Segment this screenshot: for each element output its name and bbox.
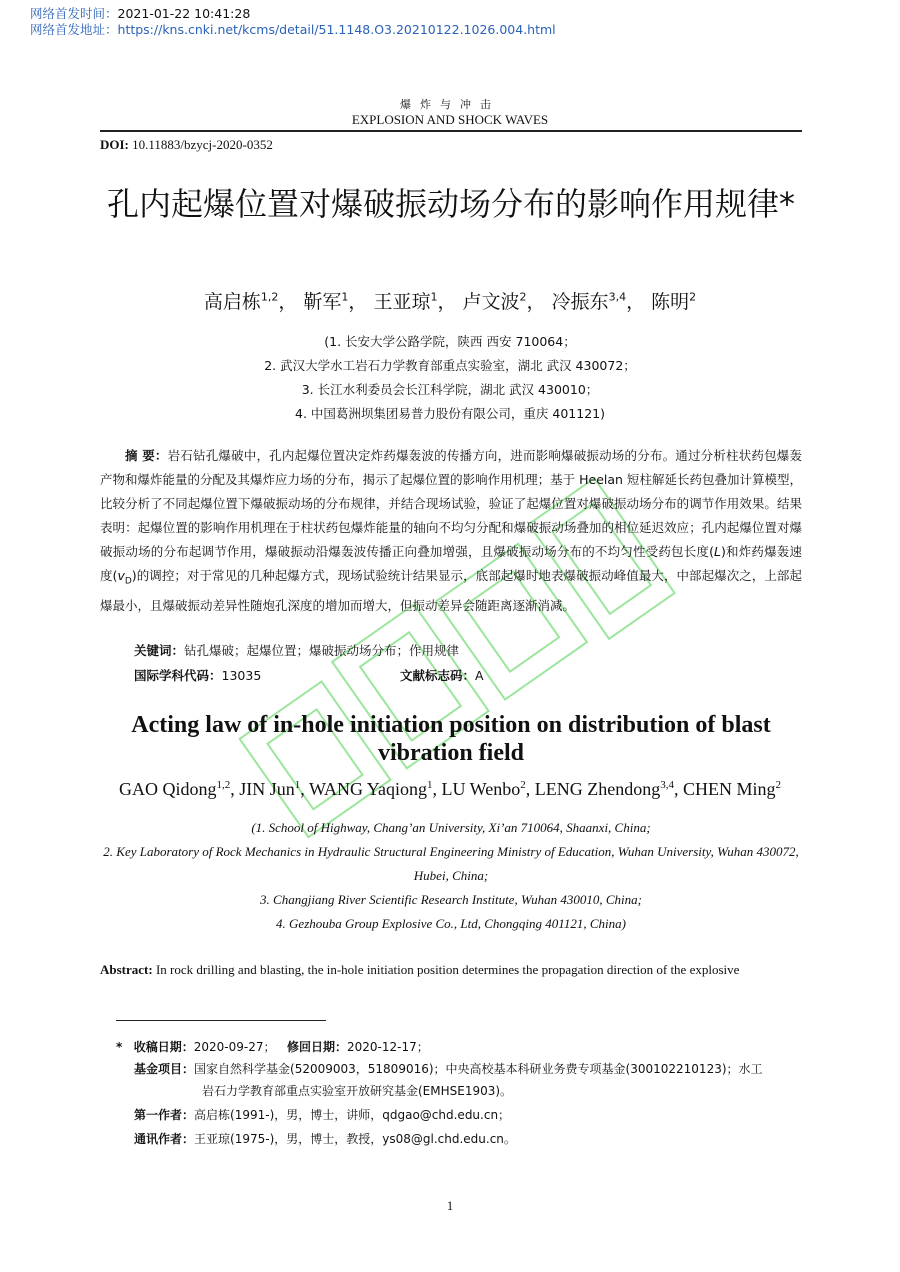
author-en: LU Wenbo [441,779,521,799]
corr-author-value: 王亚琼(1975-)，男，博士，教授，ys08@gl.chd.edu.cn。 [194,1132,516,1146]
author-aff-en: 1 [427,779,433,791]
page-number: 1 [446,1198,454,1213]
class-code-label: 国际学科代码： [134,668,222,683]
author-aff-cn: 1 [341,290,349,304]
author-aff-en: 3,4 [660,779,674,791]
footnote-fund-cont: 岩石力学教育部重点实验室开放研究基金(EMHSE1903)。 [202,1084,513,1098]
author-list-cn: 高启栋$^{1,2}$， 靳军$^1$， 王亚琼$^1$， 卢文波$^2$， 冷振东$^{3,4}$， 陈明$^2$ [203,290,697,313]
author-aff-cn: 3,4 [608,290,627,304]
author-cn: 冷振东 [551,291,609,313]
doc-code-line [400,666,484,684]
affiliation-en: (1. School of Highway, Chang’an University, Xi’an 710064, Shaanxi, China; [251,820,651,835]
paper-title-cn: 孔内起爆位置对爆破振动场分布的影响作用规律* [106,185,795,223]
corr-author-label: 通讯作者： [134,1132,195,1146]
var-length: L [714,544,721,559]
affiliation-en: 4. Gezhouba Group Explosive Co., Ltd, Chongqing 401121, China) [276,916,626,931]
abstract-cn [100,444,802,618]
affiliation-en: 3. Changjiang River Scientific Research Institute, Wuhan 430010, China; [260,892,642,907]
keywords-cn-label: 关键词： [134,643,185,658]
header-rule [100,130,802,132]
author-en: GAO Qidong [119,779,217,799]
author-en: CHEN Ming [682,779,776,799]
author-en: JIN Jun [239,779,295,799]
doc-code-value: A [475,668,484,683]
abstract-en-label: Abstract: [100,962,153,977]
abstract-cn-text-b: )和炸药爆轰速度( [100,544,802,583]
online-first-url-link[interactable]: https://kns.cnki.net/kcms/detail/51.1148.O3.20210122.1026.004.html [117,22,556,37]
revised-value: 2020-12-17； [346,1040,429,1054]
author-en: LENG Zhendong [534,779,661,799]
var-velocity-sub: D [124,576,132,587]
footnote-dates [116,1036,806,1058]
abstract-en [100,961,802,979]
author-en: WANG Yaqiong [308,779,427,799]
online-first-url [30,22,556,38]
journal-name-en: EXPLOSION AND SHOCK WAVES [351,112,549,127]
abstract-cn-text-c: )的调控；对于常见的几种起爆方式，现场试验统计结果显示，底部起爆时地表爆破振动峰值最大，中部起爆次之，上部起爆最小，且爆破振动差异性随炮孔深度的增加而增大，但振动差异会随距离逐渐消减。 [100,568,802,613]
class-code-line [134,666,261,684]
abstract-en-text: In rock drilling and blasting, the in-hole initiation position determines the propagation direction of the explosive [155,962,740,977]
keywords-cn [134,641,459,659]
keywords-cn-value: 钻孔爆破；起爆位置；爆破振动场分布；作用规律 [184,643,460,658]
author-aff-en: 2 [520,779,526,791]
footnote-mark: * [116,1040,123,1054]
author-cn: 靳军 [303,291,342,313]
author-aff-en: 2 [775,779,781,791]
footnote-fund [134,1058,806,1080]
footnote-rule [116,1020,326,1021]
author-aff-cn: 1,2 [260,290,279,304]
footnote-first-author [134,1104,824,1126]
author-aff-en: 1 [294,779,301,791]
doi-label: DOI: [100,137,129,152]
first-author-label: 第一作者： [134,1108,195,1122]
author-list-en: GAO Qidong$^{1,2}$, JIN Jun$^1$, WANG Yaqiong$^1$, LU Wenbo$^2$, LENG Zhendong$^{3,4}$, CHEN Ming$^2$ [119,779,781,799]
footnote-corr-author [134,1128,824,1150]
journal-name-cn: 爆炸与冲击 [400,98,500,111]
abstract-cn-text-a: 岩石钻孔爆破中，孔内起爆位置决定炸药爆轰波的传播方向，进而影响爆破振动场的分布。通过分析柱状药包爆轰产物和爆炸能量的分配及其爆炸应力场的分布，揭示了起爆位置的影响作用机理；基于 Heelan 短柱解延长药包叠加计算模型，比较分析了不同起爆位置下爆破振动场的分布规律，并结合现场试验，验证了起爆位置对爆破振动场分布的调节作用效果。结果表明：起爆位置的影响作用机理在于柱状药包爆炸能量的轴向不均匀分配和爆破振动场叠加的相位延迟效应；孔内起爆位置对爆破振动场的分布起调节作用，爆破振动沿爆轰波传播正向叠加增强，且爆破振动场分布的不均匀性受药包长度( [100,448,802,559]
online-first-url-label: 网络首发地址： [30,22,118,37]
author-cn: 高启栋 [203,291,261,313]
affiliation-cn: 2. 武汉大学水工岩石力学教育部重点实验室，湖北 武汉 430072； [264,358,636,373]
received-label: 收稿日期： [133,1040,194,1054]
paper-title-en: Acting law of in-hole initiation position on distribution of blast vibration field [131,712,771,766]
author-aff-cn: 2 [519,290,527,304]
abstract-cn-label: 摘 要： [125,448,168,463]
affiliation-cn: 4. 中国葛洲坝集团易普力股份有限公司，重庆 401121) [295,406,605,421]
var-velocity: v [117,568,125,583]
author-aff-cn: 2 [689,290,697,304]
author-cn: 卢文波 [462,291,520,313]
affiliation-en: 2. Key Laboratory of Rock Mechanics in Hydraulic Structural Engineering Ministry of Education, Wuhan University, Wuhan 430072, Hubei, China; [103,844,799,883]
received-value: 2020-09-27； [193,1040,276,1054]
doi-value: 10.11883/bzycj-2020-0352 [132,137,273,152]
fund-label: 基金项目： [134,1062,195,1076]
doc-code-label: 文献标志码： [400,668,476,683]
online-first-time-value: 2021-01-22 10:41:28 [117,6,251,21]
affiliation-cn: 3. 长江水利委员会长江科学院，湖北 武汉 430010； [301,382,599,397]
class-code-value: 13035 [221,668,262,683]
author-cn: 陈明 [651,291,690,313]
affiliation-cn: (1. 长安大学公路学院，陕西 西安 710064； [324,334,576,349]
author-aff-cn: 1 [430,290,438,304]
revised-label: 修回日期： [286,1040,347,1054]
doi-line [100,137,273,153]
first-author-value: 高启栋(1991-)，男，博士，讲师，qdgao@chd.edu.cn； [194,1108,511,1122]
author-cn: 王亚琼 [373,291,431,313]
author-aff-en: 1,2 [216,779,231,791]
online-first-time-label: 网络首发时间： [30,6,118,21]
online-first-time [30,6,250,22]
fund-line1: 国家自然科学基金(52009003，51809016)；中央高校基本科研业务费专项基金(300102210123)；水工 [194,1062,763,1076]
